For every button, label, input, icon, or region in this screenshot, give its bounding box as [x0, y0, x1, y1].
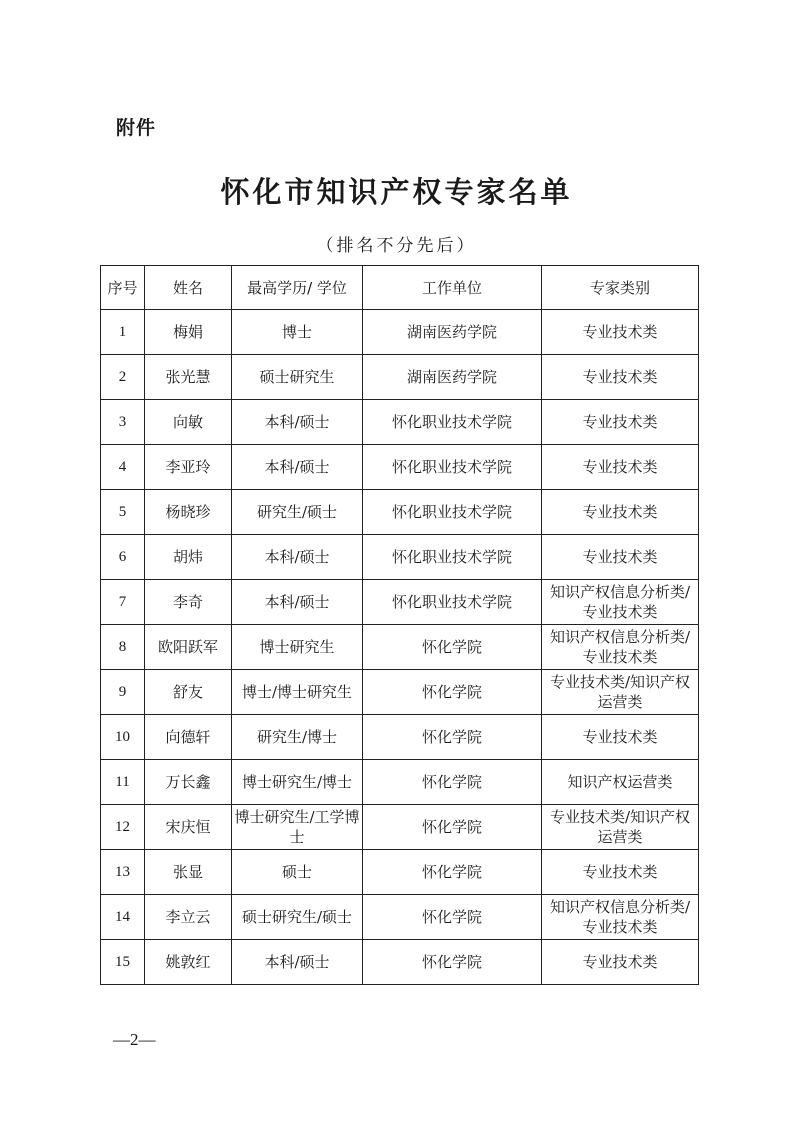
cell-unit: 怀化职业技术学院: [363, 445, 542, 490]
cell-unit: 怀化学院: [363, 715, 542, 760]
cell-degree: 本科/硕士: [232, 940, 363, 985]
cell-no: 10: [101, 715, 145, 760]
cell-no: 2: [101, 355, 145, 400]
cell-name: 杨晓珍: [145, 490, 232, 535]
cell-category: 专业技术类: [542, 850, 699, 895]
cell-unit: 怀化学院: [363, 625, 542, 670]
cell-degree: 博士研究生/博士: [232, 760, 363, 805]
cell-name: 李奇: [145, 580, 232, 625]
table-row: [101, 445, 699, 490]
table-body: [101, 310, 699, 985]
cell-no: 9: [101, 670, 145, 715]
cell-category: 知识产权信息分析类/专业技术类: [542, 625, 699, 670]
cell-category: 专业技术类: [542, 490, 699, 535]
cell-degree: 本科/硕士: [232, 580, 363, 625]
cell-no: 5: [101, 490, 145, 535]
cell-name: 张光慧: [145, 355, 232, 400]
cell-unit: 湖南医药学院: [363, 310, 542, 355]
cell-category: 专业技术类/知识产权运营类: [542, 805, 699, 850]
cell-degree: 本科/硕士: [232, 400, 363, 445]
table-row: [101, 355, 699, 400]
cell-unit: 怀化学院: [363, 850, 542, 895]
table-header-row: [101, 266, 699, 310]
cell-no: 13: [101, 850, 145, 895]
table-row: [101, 805, 699, 850]
cell-unit: 怀化职业技术学院: [363, 490, 542, 535]
cell-degree: 本科/硕士: [232, 535, 363, 580]
cell-category: 知识产权信息分析类/专业技术类: [542, 580, 699, 625]
cell-unit: 怀化学院: [363, 670, 542, 715]
table-row: [101, 715, 699, 760]
cell-no: 4: [101, 445, 145, 490]
table-row: [101, 310, 699, 355]
cell-unit: 怀化学院: [363, 760, 542, 805]
cell-name: 胡炜: [145, 535, 232, 580]
cell-unit: 怀化学院: [363, 895, 542, 940]
column-header-no: 序号: [101, 266, 145, 310]
cell-no: 6: [101, 535, 145, 580]
table-row: [101, 850, 699, 895]
table-row: [101, 400, 699, 445]
cell-unit: 湖南医药学院: [363, 355, 542, 400]
cell-degree: 博士/博士研究生: [232, 670, 363, 715]
cell-name: 向德轩: [145, 715, 232, 760]
cell-name: 向敏: [145, 400, 232, 445]
cell-degree: 研究生/硕士: [232, 490, 363, 535]
column-header-name: 姓名: [145, 266, 232, 310]
cell-name: 舒友: [145, 670, 232, 715]
cell-name: 欧阳跃军: [145, 625, 232, 670]
column-header-category: 专家类别: [542, 266, 699, 310]
cell-category: 专业技术类/知识产权运营类: [542, 670, 699, 715]
table-row: [101, 625, 699, 670]
cell-no: 11: [101, 760, 145, 805]
column-header-degree: 最高学历/ 学位: [232, 266, 363, 310]
cell-degree: 研究生/博士: [232, 715, 363, 760]
cell-no: 15: [101, 940, 145, 985]
cell-degree: 博士研究生: [232, 625, 363, 670]
cell-unit: 怀化学院: [363, 940, 542, 985]
cell-category: 专业技术类: [542, 310, 699, 355]
page-title: 怀化市知识产权专家名单: [220, 175, 573, 209]
cell-name: 李亚玲: [145, 445, 232, 490]
table-row: [101, 760, 699, 805]
table-row: [101, 535, 699, 580]
cell-unit: 怀化职业技术学院: [363, 400, 542, 445]
table-header: [101, 266, 699, 310]
page-subtitle: （排名不分先后）: [316, 236, 477, 256]
table-row: [101, 895, 699, 940]
cell-unit: 怀化职业技术学院: [363, 535, 542, 580]
cell-degree: 硕士: [232, 850, 363, 895]
expert-table: [100, 265, 699, 985]
cell-unit: 怀化学院: [363, 805, 542, 850]
cell-unit: 怀化职业技术学院: [363, 580, 542, 625]
cell-no: 12: [101, 805, 145, 850]
cell-name: 姚敦红: [145, 940, 232, 985]
cell-no: 1: [101, 310, 145, 355]
cell-no: 3: [101, 400, 145, 445]
cell-category: 知识产权信息分析类/专业技术类: [542, 895, 699, 940]
page-number: —2—: [113, 1030, 156, 1049]
cell-category: 专业技术类: [542, 400, 699, 445]
cell-no: 14: [101, 895, 145, 940]
cell-degree: 博士研究生/工学博士: [232, 805, 363, 850]
cell-degree: 硕士研究生/硕士: [232, 895, 363, 940]
cell-degree: 本科/硕士: [232, 445, 363, 490]
cell-category: 专业技术类: [542, 445, 699, 490]
table-row: [101, 940, 699, 985]
cell-category: 专业技术类: [542, 715, 699, 760]
cell-name: 万长鑫: [145, 760, 232, 805]
table-row: [101, 670, 699, 715]
cell-no: 7: [101, 580, 145, 625]
cell-category: 专业技术类: [542, 940, 699, 985]
cell-degree: 硕士研究生: [232, 355, 363, 400]
cell-category: 专业技术类: [542, 355, 699, 400]
column-header-unit: 工作单位: [363, 266, 542, 310]
cell-category: 专业技术类: [542, 535, 699, 580]
cell-name: 张显: [145, 850, 232, 895]
cell-name: 梅娟: [145, 310, 232, 355]
cell-name: 宋庆恒: [145, 805, 232, 850]
cell-category: 知识产权运营类: [542, 760, 699, 805]
cell-name: 李立云: [145, 895, 232, 940]
cell-degree: 博士: [232, 310, 363, 355]
cell-no: 8: [101, 625, 145, 670]
attachment-label: 附件: [116, 117, 157, 139]
table-row: [101, 490, 699, 535]
table-row: [101, 580, 699, 625]
